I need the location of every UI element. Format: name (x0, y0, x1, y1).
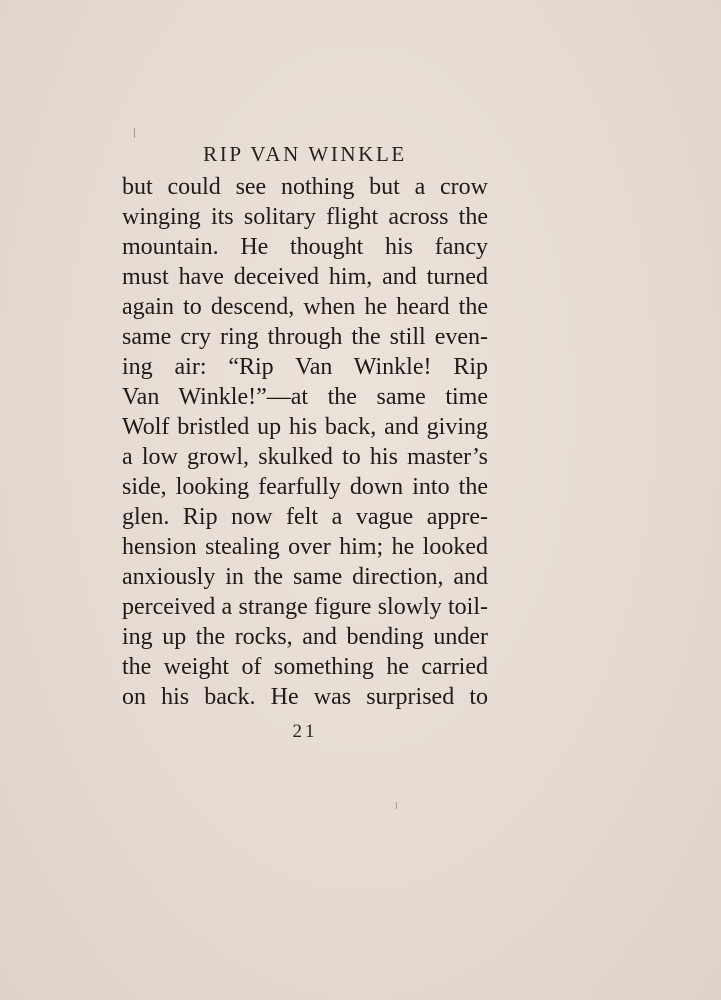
paper-mark (396, 802, 397, 809)
text-line: Wolf bristled up his back, and giving (122, 414, 488, 440)
text-line: Van Winkle!”—at the same time (122, 384, 488, 410)
running-head: RIP VAN WINKLE (203, 142, 407, 166)
paper-mark (134, 128, 135, 138)
text-line: a low growl, skulked to his master’s (122, 444, 488, 470)
text-line: winging its solitary flight across the (122, 204, 488, 230)
body-text (122, 172, 488, 712)
text-line: same cry ring through the still even- (122, 324, 488, 350)
text-line: anxiously in the same direction, and (122, 564, 488, 590)
text-line: perceived a strange figure slowly toil- (122, 594, 488, 620)
text-line: ing air: “Rip Van Winkle! Rip (122, 354, 488, 380)
text-line: the weight of something he carried (122, 654, 488, 680)
text-line: must have deceived him, and turned (122, 264, 488, 290)
page-number: 21 (292, 721, 318, 742)
text-line: ing up the rocks, and bending under (122, 624, 488, 650)
text-line: glen. Rip now felt a vague appre- (122, 504, 488, 530)
text-line: again to descend, when he heard the (122, 294, 488, 320)
text-line: but could see nothing but a crow (122, 174, 488, 200)
text-line: side, looking fearfully down into the (122, 474, 488, 500)
text-line: mountain. He thought his fancy (122, 234, 488, 260)
text-line: on his back. He was surprised to (122, 684, 488, 710)
text-line: hension stealing over him; he looked (122, 534, 488, 560)
